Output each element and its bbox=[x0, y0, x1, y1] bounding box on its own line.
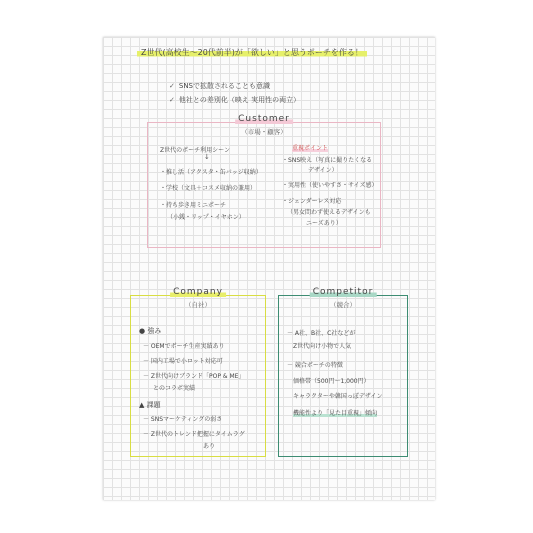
point-item-detail: ニーズあり） bbox=[306, 220, 342, 227]
competitor-item-detail: 価格帯（500円〜1,000円） bbox=[293, 378, 370, 385]
strength-item: － Z世代向けブランド「POP & ME」 bbox=[143, 373, 245, 380]
point-item: ・SNS映え（写真に撮りたくなる bbox=[282, 157, 373, 164]
point-item-detail: （男女問わず使えるデザインも bbox=[287, 209, 371, 216]
bullet-circle-icon: ● bbox=[139, 327, 146, 335]
scene-item: ・学校（文具＋コスメ収納の兼用） bbox=[160, 185, 257, 192]
point-item: ・実用性（使いやすさ・サイズ感） bbox=[282, 182, 378, 189]
check-icon: ✓ bbox=[169, 82, 175, 90]
competitor-item-detail: Z世代向け小物で人気 bbox=[293, 343, 352, 350]
triangle-icon: ▲ bbox=[139, 401, 145, 409]
grid-paper-sheet bbox=[103, 37, 435, 500]
company-box bbox=[130, 287, 266, 457]
issue-label: ▲ 課題 bbox=[139, 401, 161, 409]
customer-heading: Customer bbox=[235, 114, 293, 124]
customer-subheading: （市場・顧客） bbox=[241, 128, 287, 136]
point-item: ・ジェンダーレス対応 bbox=[282, 198, 342, 205]
strength-label: ● 強み bbox=[139, 327, 162, 335]
competitor-item-detail: 機能性より「見た目重視」傾向 bbox=[293, 410, 378, 417]
competitor-box bbox=[278, 287, 408, 457]
company-heading: Company bbox=[170, 287, 226, 297]
company-subheading: （自社） bbox=[185, 301, 211, 309]
competitor-subheading: （競合） bbox=[330, 301, 356, 309]
issue-item: － Z世代のトレンド把握にタイムラグ bbox=[143, 431, 245, 438]
scene-title: Z世代のポーチ利用シーン bbox=[160, 147, 230, 154]
competitor-item: － A社、B社、C社などが bbox=[287, 330, 356, 337]
check-item-sns bbox=[169, 81, 270, 91]
strength-item-detail: とのコラボ実績 bbox=[153, 385, 196, 392]
point-item-detail: デザイン） bbox=[308, 167, 338, 174]
issue-item: － SNSマーケティングの弱さ bbox=[143, 416, 223, 423]
page-title: Z世代(高校生〜20代前半)が「欲しい」と思うポーチを作る！ bbox=[137, 47, 367, 58]
scene-item-detail: （小銭・リップ・イヤホン） bbox=[167, 214, 245, 221]
customer-box bbox=[147, 114, 381, 248]
check-item-label: SNSで拡散されることも意識 bbox=[178, 82, 270, 90]
competitor-heading: Competitor bbox=[310, 287, 377, 297]
check-item-differentiation bbox=[169, 95, 300, 105]
issue-item-detail: あり bbox=[203, 443, 216, 450]
scene-item: ・持ち歩き用ミニポーチ bbox=[160, 202, 227, 209]
competitor-item: － 競合ポーチの特徴 bbox=[287, 362, 343, 369]
arrow-down-icon: ↓ bbox=[204, 153, 210, 161]
points-title: 重視ポイント bbox=[292, 145, 329, 152]
competitor-item-detail: キャラクターや韓国っぽデザイン bbox=[293, 393, 383, 400]
scene-item: ・推し活（アクスタ・缶バッジ収納） bbox=[160, 169, 262, 176]
check-icon: ✓ bbox=[169, 96, 175, 104]
check-item-label: 他社との差別化（映え 実用性の両立） bbox=[178, 96, 301, 104]
strength-item: － 国内工場で小ロット対応可 bbox=[143, 358, 223, 365]
strength-item: － OEMでポーチ生産実績あり bbox=[143, 343, 225, 350]
